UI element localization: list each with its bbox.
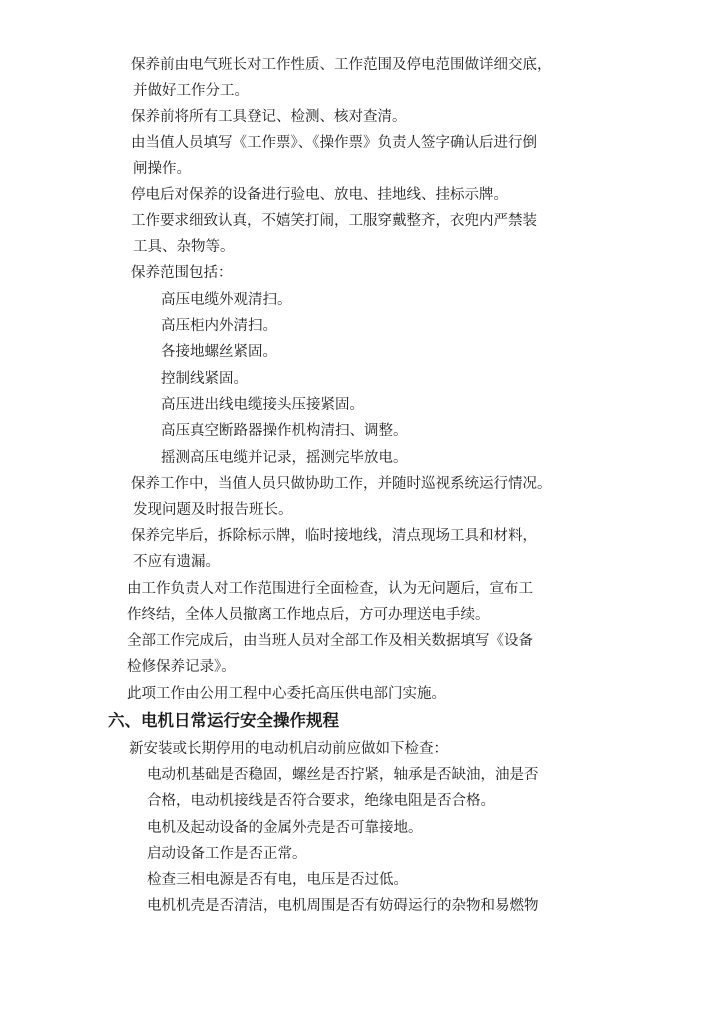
item-text: 保养范围包括： (131, 265, 233, 281)
item-text: 保养完毕后，拆除标示牌，临时接地线，清点现场工具和材料， (131, 528, 537, 544)
item-text: 控制线紧固。 (161, 371, 248, 387)
item-text: 高压电缆外观清扫。 (161, 292, 292, 308)
item-text: 保养工作中，当值人员只做协助工作，并随时巡视系统运行情况。 (131, 476, 552, 492)
item-text: 此项工作由公用工程中心委托高压供电部门实施。 (127, 686, 446, 702)
item-text: 摇测高压电缆并记录，摇测完毕放电。 (161, 450, 408, 466)
item-text-continued: 闸操作。 (133, 161, 191, 177)
item-text: 全部工作完成后，由当班人员对全部工作及相关数据填写《设备 (127, 633, 533, 649)
item-text: 高压进出线电缆接头压接紧固。 (161, 397, 364, 413)
item-text: 电机及起动设备的金属外壳是否可靠接地。 (147, 820, 423, 836)
item-text: 工作要求细致认真，不嬉笑打闹，工服穿戴整齐，衣兜内严禁装 (131, 213, 537, 229)
item-text-continued: 并做好工作分工。 (133, 83, 249, 99)
item-text-continued: 不应有遗漏。 (133, 554, 220, 570)
item-text: 高压柜内外清扫。 (161, 318, 277, 334)
item-text: 启动设备工作是否正常。 (147, 846, 307, 862)
item-text: 电动机基础是否稳固，螺丝是否拧紧，轴承是否缺油，油是否 (147, 767, 539, 783)
item-text: 由当值人员填写《工作票》、《操作票》负责人签字确认后进行倒 (131, 135, 537, 151)
item-text: 高压真空断路器操作机构清扫、调整。 (161, 423, 408, 439)
item-text: 新安装或长期停用的电动机启动前应做如下检查： (129, 741, 448, 757)
item-text: 检查三相电源是否有电，电压是否过低。 (147, 872, 408, 888)
item-text-continued: 合格，电动机接线是否符合要求，绝缘电阻是否合格。 (147, 793, 495, 809)
item-text: 各接地螺丝紧固。 (161, 344, 277, 360)
item-text-continued: 工具、杂物等。 (133, 239, 235, 255)
section-heading: 六、电机日常运行安全操作规程 (108, 711, 339, 730)
item-text: 保养前将所有工具登记、检测、核对查清。 (131, 109, 407, 125)
item-text: 保养前由电气班长对工作性质、工作范围及停电范围做详细交底， (131, 57, 552, 73)
item-text-continued: 作终结，全体人员撤离工作地点后，方可办理送电手续。 (127, 607, 490, 623)
item-text-continued: 发现问题及时报告班长。 (133, 502, 293, 518)
item-text-continued: 检修保养记录》。 (127, 659, 236, 675)
item-text: 电机机壳是否清洁，电机周围是否有妨碍运行的杂物和易燃物 (147, 898, 539, 914)
item-text: 停电后对保养的设备进行验电、放电、挂地线、挂标示牌。 (131, 187, 508, 203)
item-text: 由工作负责人对工作范围进行全面检查，认为无问题后，宣布工 (127, 581, 533, 597)
